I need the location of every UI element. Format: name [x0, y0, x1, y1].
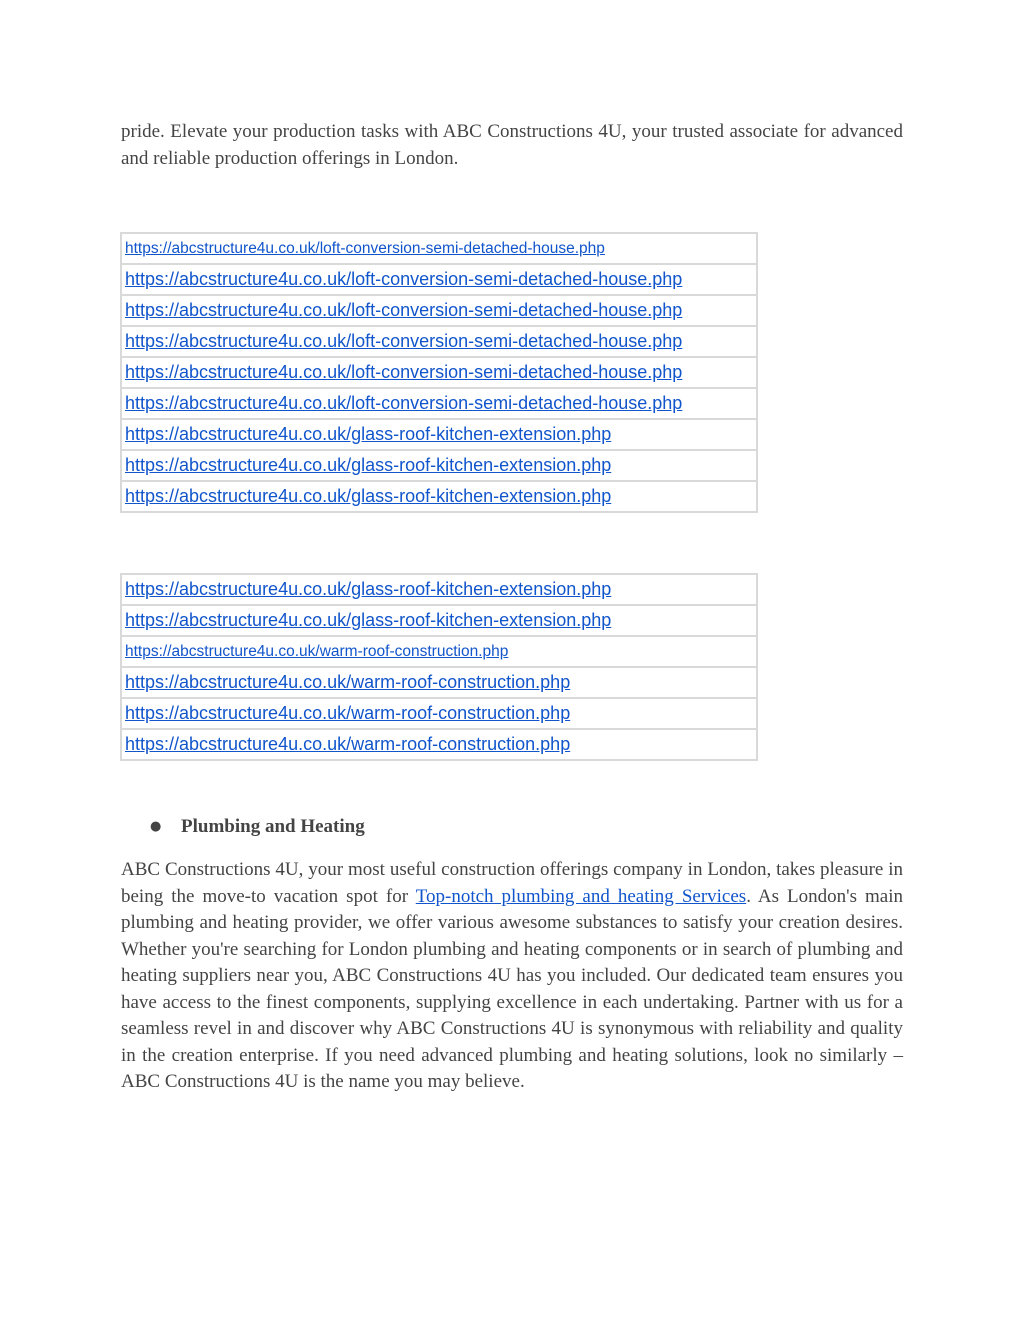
table-cell	[121, 605, 757, 636]
body-paragraph	[121, 857, 903, 1096]
table-row	[121, 388, 757, 419]
table-row	[121, 450, 757, 481]
section-heading	[150, 814, 365, 840]
table-cell	[121, 698, 757, 729]
table-cell	[121, 388, 757, 419]
table-row	[121, 667, 757, 698]
table-row	[121, 574, 757, 605]
table-cell	[121, 450, 757, 481]
table-cell	[121, 729, 757, 760]
body-text-start: ABC Constructions 4U, your most useful construction offerings company in London, takes pleasure in being the move-to vacation spot for	[121, 859, 903, 907]
link-table-1	[120, 232, 758, 513]
table-link[interactable]: https://abcstructure4u.co.uk/loft-conversion-semi-detached-house.php	[125, 393, 683, 413]
table-link[interactable]: https://abcstructure4u.co.uk/warm-roof-construction.php	[125, 703, 571, 723]
services-link[interactable]: Top-notch plumbing and heating Services	[415, 885, 747, 907]
table-link[interactable]: https://abcstructure4u.co.uk/glass-roof-kitchen-extension.php	[125, 424, 612, 444]
table-row	[121, 264, 757, 295]
table-row	[121, 605, 757, 636]
table-cell	[121, 326, 757, 357]
table-cell	[121, 295, 757, 326]
table-row	[121, 729, 757, 760]
bullet-icon: ●	[150, 819, 162, 834]
table-row	[121, 636, 757, 667]
table-row	[121, 419, 757, 450]
table-cell	[121, 264, 757, 295]
table-cell	[121, 233, 757, 264]
table-link[interactable]: https://abcstructure4u.co.uk/warm-roof-construction.php	[125, 672, 571, 692]
table-link[interactable]: https://abcstructure4u.co.uk/glass-roof-kitchen-extension.php	[125, 455, 612, 475]
table-link[interactable]: https://abcstructure4u.co.uk/warm-roof-construction.php	[125, 642, 509, 660]
table-row	[121, 295, 757, 326]
table-row	[121, 357, 757, 388]
table-cell	[121, 636, 757, 667]
link-table-2	[120, 573, 758, 761]
table-row	[121, 233, 757, 264]
table-link[interactable]: https://abcstructure4u.co.uk/warm-roof-construction.php	[125, 734, 571, 754]
table-link[interactable]: https://abcstructure4u.co.uk/loft-conversion-semi-detached-house.php	[125, 239, 605, 257]
section-heading-text: Plumbing and Heating	[181, 816, 365, 837]
table-cell	[121, 481, 757, 512]
table-cell	[121, 574, 757, 605]
table-link[interactable]: https://abcstructure4u.co.uk/glass-roof-kitchen-extension.php	[125, 579, 612, 599]
table-link[interactable]: https://abcstructure4u.co.uk/glass-roof-kitchen-extension.php	[125, 610, 612, 630]
table-cell	[121, 667, 757, 698]
table-cell	[121, 419, 757, 450]
table-link[interactable]: https://abcstructure4u.co.uk/loft-conversion-semi-detached-house.php	[125, 331, 683, 351]
table-link[interactable]: https://abcstructure4u.co.uk/loft-conversion-semi-detached-house.php	[125, 362, 683, 382]
table-row	[121, 698, 757, 729]
intro-paragraph: pride. Elevate your production tasks with ABC Constructions 4U, your trusted associate for advanced and reliable production offerings in London.	[121, 121, 903, 169]
table-cell	[121, 357, 757, 388]
table-row	[121, 481, 757, 512]
table-link[interactable]: https://abcstructure4u.co.uk/glass-roof-kitchen-extension.php	[125, 486, 612, 506]
table-link[interactable]: https://abcstructure4u.co.uk/loft-conversion-semi-detached-house.php	[125, 269, 683, 289]
body-text-end: . As London's main plumbing and heating provider, we offer various awesome substances to satisfy your creation desires. Whether you're searching for London plumbing and heating components or in search of plumbing and heating suppliers near you, ABC Constructions 4U has you included. Our dedicated team ensures you have access to the finest components, supplying excellence in each undertaking. Partner with us for a seamless revel in and discover why ABC Constructions 4U is synonymous with reliability and quality in the creation enterprise. If you need advanced plumbing and heating solutions, look no similarly – ABC Constructions 4U is the name you may believe.	[121, 885, 903, 1092]
table-row	[121, 326, 757, 357]
table-link[interactable]: https://abcstructure4u.co.uk/loft-conversion-semi-detached-house.php	[125, 300, 683, 320]
